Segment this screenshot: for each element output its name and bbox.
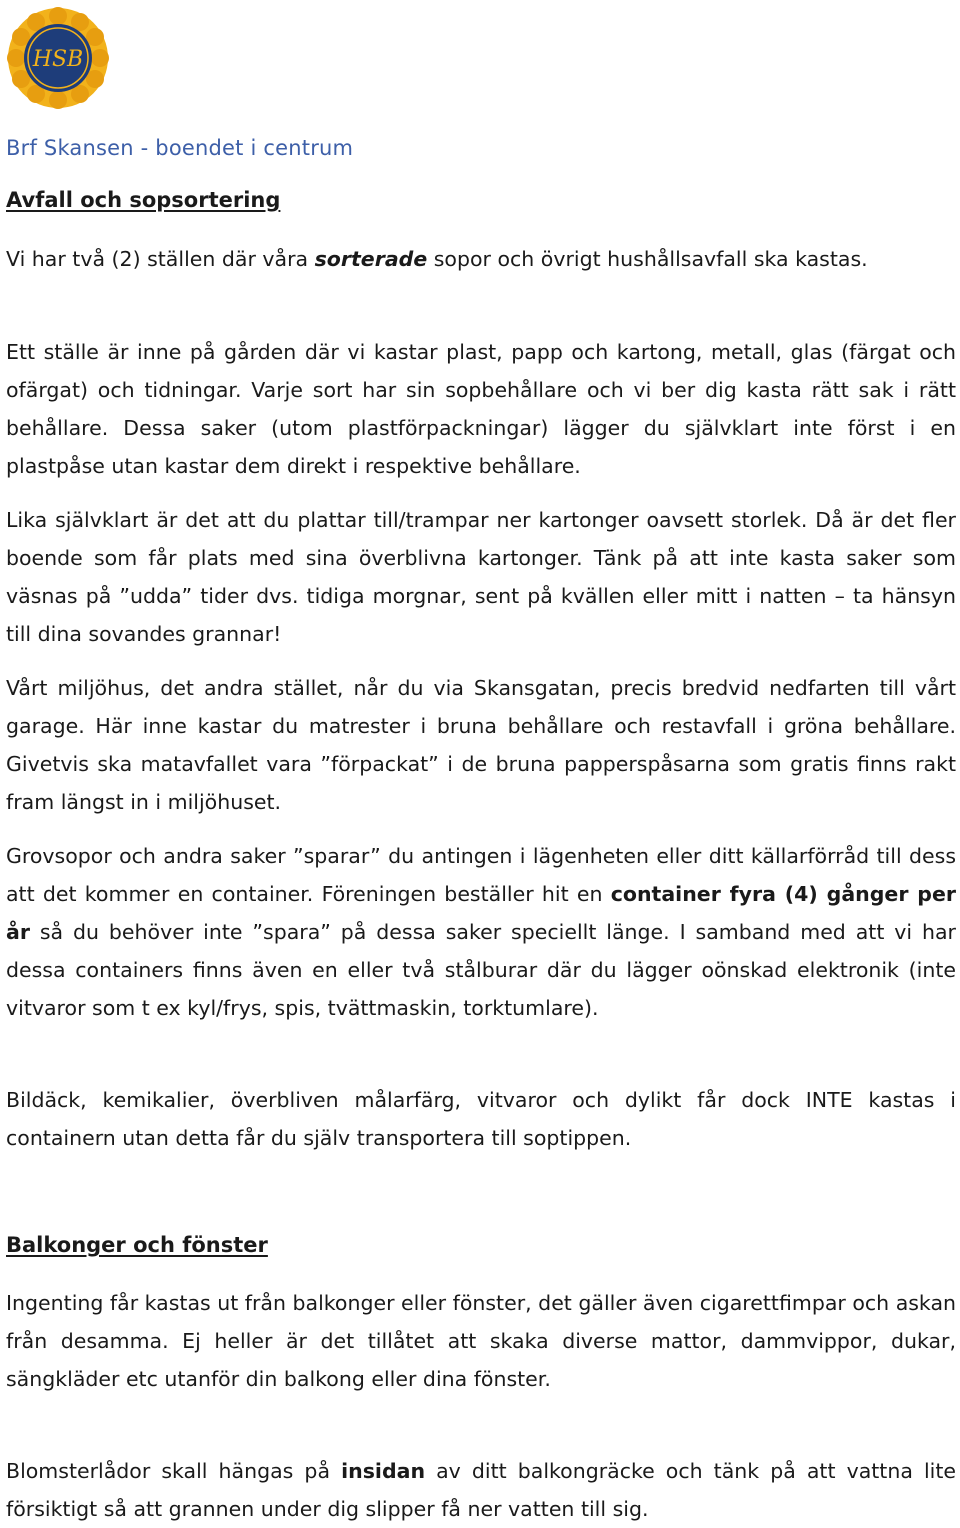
emphasis-container-frequency: container fyra (4) gånger per år: [6, 882, 956, 944]
paragraph-waste-intro: [6, 240, 956, 278]
paragraph-prohibited-items: Bildäck, kemikalier, överbliven målarfärg, vitvaror och dylikt får dock INTE kastas i containern utan detta får du själv transportera till soptippen.: [6, 1088, 956, 1150]
paragraph-courtyard: Ett ställe är inne på gården där vi kastar plast, papp och kartong, metall, glas (färgat och ofärgat) och tidningar. Varje sort har sin sopbehållare och vi ber dig kasta rätt sak i rätt behållare. Dessa saker (utom plastförpackningar) lägger du självklart inte först i en plastpåse utan kastar dem direkt i respektive behållare.: [6, 340, 956, 478]
paragraph-flower-boxes: [6, 1452, 956, 1528]
section-heading-waste: Avfall och sopsortering: [6, 188, 281, 212]
emphasis-sorted: sorterade: [314, 247, 428, 271]
svg-text:HSB: HSB: [32, 47, 84, 72]
text-run: Grovsopor och andra saker ”sparar” du antingen i lägenheten eller ditt källarförråd till dess att det kommer en container. Föreningen beställer hit en: [6, 844, 956, 906]
emphasis-inside: insidan: [341, 1459, 426, 1483]
text-run: så du behöver inte ”spara” på dessa saker speciellt länge. I samband med att vi har dessa containers finns även en eller två stålburar där du lägger oönskad elektronik (inte vitvaror som t ex kyl/frys, spis, tvättmaskin, torktumlare).: [6, 920, 956, 1020]
text-run: Blomsterlådor skall hängas på: [6, 1459, 342, 1483]
paragraph-bulky-waste: [6, 837, 956, 1027]
paragraph-environment-house: Vårt miljöhus, det andra stället, når du via Skansgatan, precis bredvid nedfarten till vårt garage. Här inne kastar du matrester i bruna behållare och restavfall i gröna behållare. Givetvis ska matavfallet vara ”förpackat” i de bruna papperspåsarna som gratis finns rakt fram längst in i miljöhuset.: [6, 676, 956, 814]
text-run: av ditt balkongräcke och tänk på att vattna lite försiktigt så att grannen under dig slipper få ner vatten till sig.: [6, 1459, 957, 1521]
section-heading-balconies: Balkonger och fönster: [6, 1233, 268, 1257]
text-run: Vi har två (2) ställen där våra: [6, 247, 315, 271]
paragraph-cardboard: Lika självklart är det att du plattar till/trampar ner kartonger oavsett storlek. Då är det fler boende som får plats med sina överblivna kartonger. Tänk på att inte kasta saker som väsnas på ”udda” tider dvs. tidiga morgnar, sent på kvällen eller mitt i natten – ta hänsyn till dina sovandes grannar!: [6, 508, 956, 646]
text-run: sopor och övrigt hushållsavfall ska kastas.: [427, 247, 868, 271]
hsb-logo-emblem: [6, 6, 110, 110]
hsb-logo: [6, 6, 110, 110]
association-title: Brf Skansen - boendet i centrum: [6, 136, 354, 160]
paragraph-balcony-rules: Ingenting får kastas ut från balkonger eller fönster, det gäller även cigarettfimpar och askan från desamma. Ej heller är det tillåtet att skaka diverse mattor, dammvippor, dukar, sängkläder etc utanför din balkong eller dina fönster.: [6, 1291, 956, 1391]
